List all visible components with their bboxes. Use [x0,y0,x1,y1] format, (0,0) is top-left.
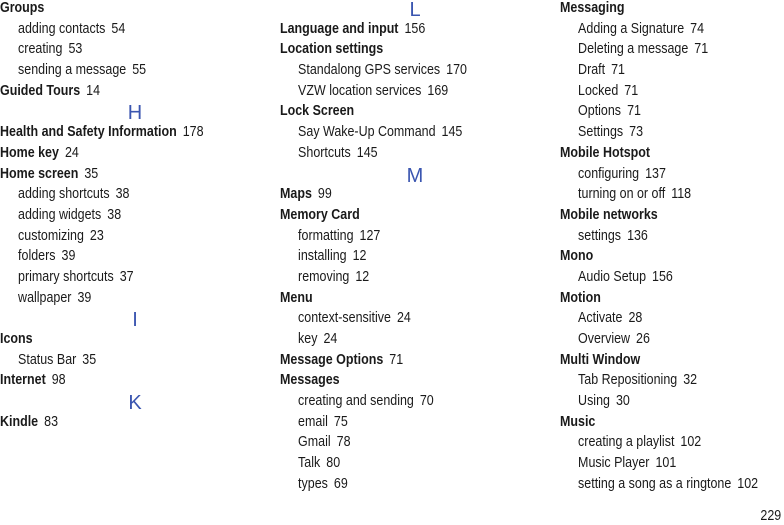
index-term-multi-window [560,352,753,373]
index-subentry-locked [560,83,753,104]
entry-text: Audio Setup [578,268,647,285]
entry-text: formatting [298,227,354,244]
index-term-health-and-safety-information [0,124,232,145]
page-reference: 75 [333,413,348,430]
page-reference: 136 [627,227,648,244]
entry-text: VZW location services [298,82,422,99]
index-subentry-setting-a-song-as-a-ringtone [560,475,759,497]
index-subentry-gmail [280,434,512,455]
page-reference: 23 [89,227,104,244]
page-reference: 127 [359,227,381,244]
index-subentry-audio-setup [560,269,753,290]
entry-text: Mobile Hotspot [560,144,651,161]
index-term-guided-tours [0,83,232,104]
entry-text: Overview [578,331,631,347]
index-term-home-screen [0,166,232,187]
index-term-messages [280,372,512,393]
letter-heading-k: K [128,392,142,415]
index-term-message-options [280,352,512,373]
index-subentry-turning-on-or-off [560,186,753,207]
entry-text: Tab Repositioning [578,372,678,389]
index-subentry-adding-shortcuts [0,186,232,207]
page-reference: 55 [132,62,147,79]
entry-text: Deleting a message [578,41,689,58]
entry-text: Guided Tours [0,82,81,99]
index-subentry-folders [0,248,232,269]
entry-text: types [298,475,328,492]
entry-text: primary shortcuts [18,268,114,285]
entry-text: Icons [0,331,33,347]
index-subentry-draft [560,62,753,83]
entry-text: adding widgets [18,206,102,223]
page-reference: 156 [404,20,426,37]
index-subentry-settings [560,228,753,249]
index-subentry-adding-widgets [0,207,232,228]
index-subentry-formatting [280,228,512,249]
index-term-language-and-input [280,21,512,42]
entry-text: settings [578,227,622,244]
page-reference: 38 [115,186,130,203]
index-subentry-email [280,414,512,435]
page-reference: 74 [690,20,705,37]
page-reference: 99 [317,186,332,203]
entry-text: adding shortcuts [18,186,110,203]
entry-text: configuring [578,165,640,182]
entry-text: setting a song as a ringtone [578,475,732,492]
index-subentry-adding-contacts [0,21,232,42]
letter-heading-m: M [406,164,424,187]
entry-text: removing [298,268,350,285]
entry-text: Multi Window [560,351,641,368]
entry-text: Gmail [298,434,331,451]
page-reference: 169 [427,82,449,99]
entry-text: Home screen [0,165,79,182]
page-reference: 78 [336,434,351,451]
entry-text: Music Player [578,455,650,472]
entry-text: Internet [0,372,46,389]
entry-text: key [298,331,318,347]
index-subentry-standalong-gps-services [280,62,512,83]
page-reference: 12 [355,268,370,285]
index-column-3 [560,0,784,497]
letter-heading-h: H [127,102,143,125]
index-subentry-shortcuts [280,145,512,166]
entry-text: email [298,413,328,430]
page-reference: 178 [182,124,204,141]
page-reference: 28 [628,310,643,327]
page-reference: 83 [44,413,59,430]
index-term-lock-screen [280,103,512,124]
index-term-messaging [560,0,753,21]
page-reference: 30 [615,393,630,410]
page-reference: 26 [636,331,650,347]
entry-text: Status Bar [18,351,77,368]
index-subentry-music-player [560,455,753,476]
page-reference: 102 [680,434,702,451]
index-term-motion [560,290,753,311]
entry-text: Settings [578,124,624,141]
page-reference: 145 [356,144,378,161]
entry-text: Talk [298,455,321,472]
entry-text: creating [18,41,63,58]
entry-text: Motion [560,289,601,306]
page-reference: 35 [82,351,97,368]
index-term-mono [560,248,753,269]
entry-text: creating and sending [298,393,414,410]
index-subentry-deleting-a-message [560,41,753,62]
page-reference: 118 [671,186,692,203]
index-term-memory-card [280,207,512,228]
index-subentry-overview [560,331,753,352]
entry-text: Groups [0,0,45,16]
index-subentry-status-bar [0,352,232,373]
page-reference: 39 [77,289,92,306]
entry-text: context-sensitive [298,310,391,327]
page-reference: 156 [652,268,673,285]
index-column-2 [280,0,550,497]
entry-text: folders [18,248,56,265]
page-reference: 35 [84,165,99,182]
index-subentry-creating-and-sending [280,393,512,414]
entry-text: Maps [280,186,312,203]
index-subentry-activate [560,310,753,331]
entry-text: turning on or off [578,186,666,203]
entry-text: installing [298,248,347,265]
entry-text: Mobile networks [560,206,658,223]
entry-text: Health and Safety Information [0,124,177,141]
entry-text: Menu [280,289,313,306]
index-column-1 [0,0,270,434]
page-reference: 137 [645,165,666,182]
page-reference: 54 [111,20,126,37]
index-term-menu [280,290,512,311]
index-term-mobile-networks [560,207,753,228]
index-subentry-options [560,103,753,124]
index-subentry-context-sensitive [280,310,512,331]
index-subentry-primary-shortcuts [0,269,232,290]
page-reference: 69 [333,475,348,492]
entry-text: wallpaper [18,289,72,306]
page-reference: 71 [611,62,625,79]
index-term-groups [0,0,232,21]
page-reference: 145 [441,124,463,141]
index-term-location-settings [280,41,512,62]
index-subentry-creating-a-playlist [560,434,753,455]
entry-text: Using [578,393,610,410]
page-reference: 24 [64,144,79,161]
entry-text: Kindle [0,413,39,430]
entry-text: Messages [280,372,340,389]
index-subentry-tab-repositioning [560,372,753,393]
entry-text: Memory Card [280,206,360,223]
entry-text: customizing [18,227,84,244]
page-reference: 101 [655,455,677,472]
page-reference: 39 [61,248,76,265]
entry-text: Say Wake-Up Command [298,124,436,141]
entry-text: Language and input [280,20,399,37]
entry-text: Options [578,103,622,120]
page-reference: 80 [326,455,341,472]
entry-text: Standalong GPS services [298,62,441,79]
index-subentry-vzw-location-services [280,83,512,104]
index-subentry-installing [280,248,512,269]
entry-text: Locked [578,82,619,99]
index-subentry-configuring [560,166,753,187]
index-term-home-key [0,145,232,166]
entry-text: Messaging [560,0,625,16]
entry-text: Message Options [280,351,384,368]
index-subentry-removing [280,269,512,290]
page-reference: 37 [119,268,134,285]
index-term-mobile-hotspot [560,145,753,166]
entry-text: Home key [0,144,59,161]
entry-text: creating a playlist [578,434,675,451]
letter-heading-l: L [409,0,421,21]
index-subentry-key [280,331,512,352]
index-term-maps [280,186,512,207]
entry-text: Draft [578,62,606,79]
page-reference: 32 [683,372,698,389]
page-reference: 71 [624,82,639,99]
index-subentry-wallpaper [0,290,232,311]
entry-text: Music [560,413,596,430]
entry-text: Activate [578,310,623,327]
page-reference: 14 [86,82,101,99]
page-reference: 38 [107,206,122,223]
entry-text: adding contacts [18,20,106,37]
page-reference: 70 [419,393,434,410]
index-subentry-using [560,393,753,414]
page-number: 229 [760,508,781,524]
page-reference: 71 [627,103,641,120]
page-reference: 24 [323,331,338,347]
entry-text: Location settings [280,41,384,58]
entry-text: Lock Screen [280,103,355,120]
page-reference: 170 [446,62,467,79]
page-reference: 71 [694,41,709,58]
index-subentry-talk [280,455,512,476]
index-term-icons [0,331,232,352]
page-reference: 73 [629,124,644,141]
index-term-kindle [0,414,232,435]
index-subentry-adding-a-signature [560,21,753,42]
index-term-internet [0,372,232,393]
index-subentry-types [280,476,512,497]
index-subentry-creating [0,41,232,62]
page-reference: 24 [396,310,411,327]
letter-heading-i: I [132,309,138,332]
page-reference: 53 [68,41,83,58]
entry-text: sending a message [18,62,127,79]
index-subentry-customizing [0,228,232,249]
entry-text: Shortcuts [298,144,351,161]
index-subentry-sending-a-message [0,62,232,83]
index-subentry-settings [560,124,753,145]
entry-text: Mono [560,248,594,265]
page-reference: 12 [352,248,367,265]
page-reference: 71 [389,351,404,368]
index-term-music [560,414,753,435]
index-subentry-say-wake-up-command [280,124,512,145]
entry-text: Adding a Signature [578,20,685,37]
page-reference: 98 [51,372,66,389]
page-reference: 102 [737,475,759,492]
